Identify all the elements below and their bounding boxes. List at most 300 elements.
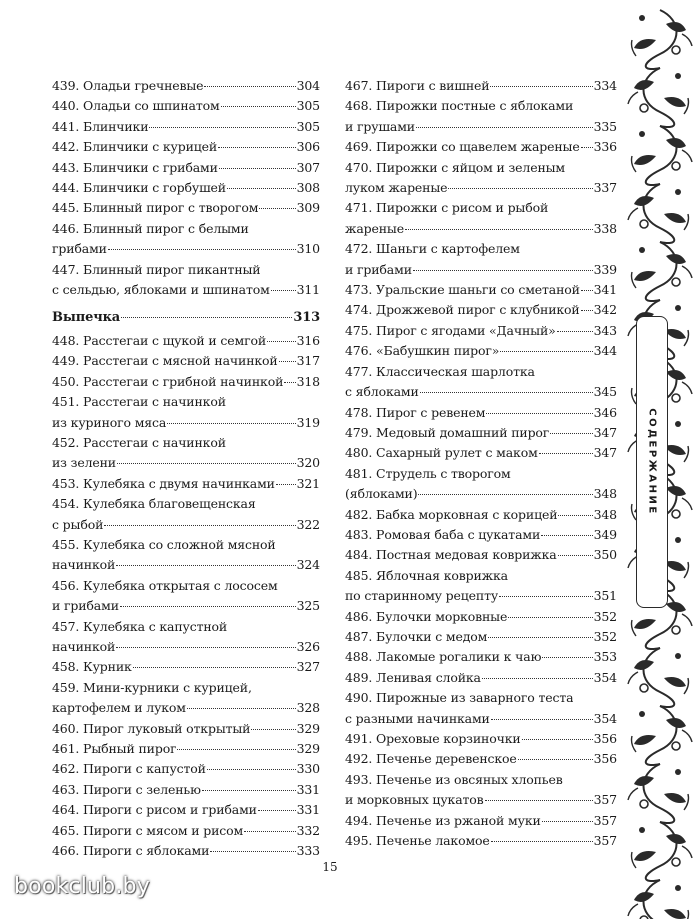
toc-entry-line	[345, 423, 617, 443]
toc-entry-line	[52, 76, 320, 96]
toc-entry-title: 493. Печенье из овсяных хлопьев	[345, 771, 563, 787]
toc-entry	[52, 178, 320, 198]
dot-leader	[448, 188, 592, 189]
toc-entry-line	[345, 198, 617, 218]
toc-entry-title: 453. Кулебяка с двумя начинками	[52, 475, 275, 491]
dot-leader	[259, 208, 295, 209]
toc-page-number: 343	[593, 322, 617, 338]
toc-page-number: 331	[296, 781, 320, 797]
dot-leader	[177, 749, 295, 750]
toc-entry-line	[345, 525, 617, 545]
toc-entry-title: 466. Пироги с яблоками	[52, 843, 210, 859]
dot-leader	[522, 739, 593, 740]
toc-entry-line	[52, 821, 320, 841]
toc-entry-title: начинкой	[52, 557, 116, 573]
toc-entry-line	[52, 260, 320, 280]
toc-entry	[345, 464, 617, 505]
dot-leader	[491, 719, 593, 720]
toc-entry-title: 489. Ленивая слойка	[345, 669, 481, 685]
toc-entry-line	[52, 494, 320, 514]
toc-entry	[52, 372, 320, 392]
dot-leader	[420, 392, 593, 393]
toc-entry-title: Выпечка	[52, 310, 121, 326]
toc-page-number: 316	[296, 332, 320, 348]
toc-entry-line	[345, 382, 617, 402]
toc-entry-title: 488. Лакомые рогалики к чаю	[345, 649, 542, 665]
dot-leader	[167, 423, 295, 424]
toc-page-number: 310	[296, 241, 320, 257]
toc-entry-title: 452. Расстегаи с начинкой	[52, 434, 226, 450]
toc-entry-title: из куриного мяса	[52, 414, 167, 430]
toc-entry-title: 474. Дрожжевой пирог с клубникой	[345, 302, 580, 318]
toc-entry-line	[345, 96, 617, 116]
toc-page-number: 324	[296, 557, 320, 573]
toc-page-number: 352	[593, 608, 617, 624]
toc-entry-title: 482. Бабка морковная с корицей	[345, 506, 558, 522]
toc-entry-line	[345, 566, 617, 586]
toc-entry-title: с рыбой	[52, 516, 104, 532]
toc-page-number: 356	[593, 731, 617, 746]
toc-entry-title: 444. Блинчики с горбушей	[52, 180, 226, 196]
toc-page-number: 322	[296, 516, 320, 532]
dot-leader	[210, 851, 295, 852]
toc-entry-line	[52, 555, 320, 575]
toc-page-number: 305	[296, 98, 320, 114]
toc-entry-title: 440. Оладьи со шпинатом	[52, 98, 220, 114]
toc-page-number: 327	[296, 659, 320, 675]
toc-entry-line	[345, 321, 617, 341]
toc-entry-title: и грибами	[345, 261, 412, 277]
dot-leader	[279, 361, 296, 362]
toc-entry	[345, 362, 617, 403]
toc-entry-title: 483. Ромовая баба с цукатами	[345, 526, 541, 542]
toc-page-number: 352	[593, 628, 617, 644]
dot-leader	[500, 351, 592, 352]
toc-page-number: 348	[593, 506, 617, 522]
toc-entry	[52, 719, 320, 739]
toc-entry-title: 443. Блинчики с грибами	[52, 159, 218, 175]
dot-leader	[581, 290, 593, 291]
toc-entry-line	[52, 780, 320, 800]
dot-leader	[120, 606, 296, 607]
dot-leader	[558, 555, 593, 556]
toc-entry-title: 455. Кулебяка со сложной мясной	[52, 536, 276, 552]
toc-entry-line	[345, 729, 617, 749]
toc-entry-title: 460. Пирог луковый открытый	[52, 720, 251, 736]
toc-entry-line	[52, 413, 320, 433]
toc-page-number: 354	[593, 669, 617, 685]
toc-entry-title: 478. Пирог с ревенем	[345, 404, 486, 420]
toc-entry-title: 491. Ореховые корзиночки	[345, 731, 521, 746]
toc-entry-title: 468. Пирожки постные с яблоками	[345, 98, 574, 114]
toc-entry-line	[345, 586, 617, 606]
toc-entry-title: с сельдью, яблоками и шпинатом	[52, 282, 270, 298]
toc-entry	[52, 617, 320, 658]
toc-entry-line	[52, 219, 320, 239]
toc-entry	[52, 821, 320, 841]
toc-entry	[52, 657, 320, 677]
toc-entry-title: жареные	[345, 220, 404, 236]
toc-entry-line	[52, 392, 320, 412]
toc-page-number: 336	[593, 139, 617, 155]
dot-leader	[227, 188, 296, 189]
toc-entry-title: картофелем и луком	[52, 700, 186, 716]
toc-entry-title: 449. Расстегаи с мясной начинкой	[52, 353, 278, 369]
toc-entry-title: 463. Пироги с зеленью	[52, 781, 201, 797]
toc-entry-title: 445. Блинный пирог с творогом	[52, 200, 259, 216]
toc-entry-line	[345, 76, 617, 96]
toc-entry-line	[52, 239, 320, 259]
toc-entry-title: с яблоками	[345, 384, 419, 400]
toc-entry-line	[52, 198, 320, 218]
toc-entry-title: 476. «Бабушкин пирог»	[345, 343, 500, 359]
toc-entry-line	[345, 749, 617, 769]
toc-entry-line	[52, 719, 320, 739]
dot-leader	[581, 147, 593, 148]
toc-entry-line	[52, 474, 320, 494]
contents-side-tab	[636, 316, 668, 608]
toc-page-number: 319	[296, 414, 320, 430]
toc-entry-title: 486. Булочки морковные	[345, 608, 508, 624]
toc-page-number: 337	[593, 180, 617, 196]
toc-entry-title: 447. Блинный пирог пикантный	[52, 261, 261, 277]
toc-entry-title: 464. Пироги с рисом и грибами	[52, 802, 257, 818]
toc-entry-line	[345, 117, 617, 137]
toc-entry	[345, 627, 617, 647]
toc-page-number: 335	[593, 118, 617, 134]
toc-entry	[345, 76, 617, 96]
toc-entry-title: 477. Классическая шарлотка	[345, 363, 535, 379]
toc-page-number: 357	[593, 833, 617, 849]
toc-entry-line	[52, 372, 320, 392]
dot-leader	[550, 433, 592, 434]
toc-entry	[52, 433, 320, 474]
dot-leader	[418, 494, 592, 495]
toc-page-number: 346	[593, 404, 617, 420]
toc-entry	[345, 137, 617, 157]
dot-leader	[276, 484, 296, 485]
toc-page-number: 309	[296, 200, 320, 216]
dot-leader	[539, 453, 593, 454]
toc-entry-title: и грушами	[345, 118, 415, 134]
toc-entry-title: луком жареные	[345, 180, 448, 196]
toc-page-number: 342	[593, 302, 617, 318]
toc-entry-line	[345, 403, 617, 423]
toc-page-number: 345	[593, 384, 617, 400]
toc-entry-line	[345, 219, 617, 239]
toc-entry-line	[345, 811, 617, 831]
toc-page-number: 350	[593, 547, 617, 563]
toc-entry-title: начинкой	[52, 638, 116, 654]
toc-page-number: 311	[296, 282, 320, 298]
toc-page-number: 357	[593, 812, 617, 828]
dot-leader	[117, 463, 296, 464]
toc-entry-line	[52, 137, 320, 157]
toc-entry-title: и морковных цукатов	[345, 792, 484, 808]
toc-entry	[345, 280, 617, 300]
toc-entry-line	[345, 607, 617, 627]
toc-entry-title: 450. Расстегаи с грибной начинкой	[52, 373, 284, 389]
toc-entry	[345, 158, 617, 199]
dot-leader	[133, 667, 296, 668]
toc-entry-title: 451. Расстегаи с начинкой	[52, 394, 226, 410]
dot-leader	[284, 382, 295, 383]
toc-entry-line	[345, 362, 617, 382]
toc-entry-line	[345, 647, 617, 667]
toc-page-number: 325	[296, 598, 320, 614]
dot-leader	[258, 810, 296, 811]
toc-entry-line	[345, 178, 617, 198]
dot-leader	[218, 147, 295, 148]
toc-entry-line	[345, 239, 617, 259]
toc-entry	[52, 841, 320, 861]
toc-entry	[345, 525, 617, 545]
toc-page-number: 313	[293, 310, 320, 326]
toc-entry	[345, 831, 617, 851]
toc-entry-title: грибами	[52, 241, 107, 257]
dot-leader	[542, 821, 593, 822]
dot-leader	[267, 341, 296, 342]
dot-leader	[485, 800, 593, 801]
toc-entry	[52, 474, 320, 494]
toc-entry-line	[52, 841, 320, 861]
toc-page-number: 304	[296, 78, 320, 93]
toc-entry	[52, 739, 320, 759]
toc-entry	[52, 576, 320, 617]
toc-entry	[52, 96, 320, 116]
toc-entry-line	[52, 515, 320, 535]
toc-entry-title: 494. Печенье из ржаной муки	[345, 812, 541, 828]
toc-entry	[345, 239, 617, 280]
toc-entry-title: из зелени	[52, 455, 116, 471]
toc-page-number: 329	[296, 720, 320, 736]
toc-entry-title: 479. Медовый домашний пирог	[345, 424, 550, 440]
toc-page-number: 349	[593, 526, 617, 542]
toc-section-heading	[52, 308, 320, 328]
toc-entry-title: 459. Мини-курники с курицей,	[52, 679, 252, 695]
toc-entry-line	[345, 668, 617, 688]
toc-entry-title: 495. Печенье лакомое	[345, 833, 490, 849]
toc-entry	[52, 392, 320, 433]
dot-leader	[499, 596, 593, 597]
dot-leader	[482, 678, 593, 679]
toc-entry-title: 442. Блинчики с курицей	[52, 139, 218, 155]
dot-leader	[204, 86, 295, 87]
toc-entry	[345, 443, 617, 463]
toc-entry	[345, 505, 617, 525]
dot-leader	[405, 229, 593, 230]
toc-entry-line	[345, 709, 617, 729]
toc-entry-title: 469. Пирожки со щавелем жареные	[345, 139, 580, 155]
dot-leader	[542, 657, 592, 658]
toc-entry-line	[52, 453, 320, 473]
toc-entry	[345, 566, 617, 607]
toc-page-number: 341	[593, 282, 617, 298]
toc-entry	[52, 494, 320, 535]
toc-page-number: 318	[296, 373, 320, 389]
dot-leader	[508, 617, 592, 618]
toc-entry-line	[345, 300, 617, 320]
toc-entry	[52, 198, 320, 218]
toc-entry-title: (яблоками)	[345, 486, 418, 502]
toc-entry-line	[52, 117, 320, 137]
toc-entry-line	[345, 627, 617, 647]
toc-entry	[345, 198, 617, 239]
dot-leader	[219, 168, 296, 169]
toc-entry	[345, 403, 617, 423]
toc-entry-title: 461. Рыбный пирог	[52, 741, 177, 756]
toc-entry	[52, 800, 320, 820]
toc-entry-title: 439. Оладьи гречневые	[52, 78, 204, 93]
dot-leader	[271, 290, 296, 291]
toc-page-number: 321	[296, 475, 320, 491]
toc-entry	[52, 780, 320, 800]
toc-entry	[52, 678, 320, 719]
contents-tab-label: СОДЕРЖАНИЕ	[646, 408, 658, 516]
toc-entry-line	[345, 790, 617, 810]
dot-leader	[104, 525, 295, 526]
toc-entry-title: 462. Пироги с капустой	[52, 761, 206, 777]
toc-entry-title: 480. Сахарный рулет с маком	[345, 445, 538, 461]
dot-leader	[244, 831, 296, 832]
toc-entry	[345, 749, 617, 769]
toc-page-number: 330	[296, 761, 320, 777]
toc-page-number: 354	[593, 710, 617, 726]
toc-entry-line	[345, 464, 617, 484]
toc-page-number: 308	[296, 180, 320, 196]
toc-entry	[345, 545, 617, 565]
toc-entry-line	[52, 678, 320, 698]
toc-entry	[345, 96, 617, 137]
toc-entry	[52, 158, 320, 178]
toc-entry-line	[345, 341, 617, 361]
dot-leader	[413, 270, 593, 271]
dot-leader	[187, 708, 296, 709]
toc-entry-title: 475. Пирог с ягодами «Дачный»	[345, 322, 556, 338]
dot-leader	[541, 535, 592, 536]
toc-entry-title: 467. Пироги с вишней	[345, 78, 490, 93]
toc-left-column	[52, 76, 320, 861]
toc-entry-title: 446. Блинный пирог с белыми	[52, 220, 249, 236]
toc-entry-line	[345, 484, 617, 504]
toc-entry	[345, 300, 617, 320]
toc-entry-line	[345, 831, 617, 851]
toc-entry-title: 472. Шаньги с картофелем	[345, 241, 520, 257]
toc-entry-line	[52, 576, 320, 596]
toc-entry-line	[345, 443, 617, 463]
toc-page-number: 353	[593, 649, 617, 665]
toc-entry	[52, 759, 320, 779]
toc-entry-title: 448. Расстегаи с щукой и семгой	[52, 332, 267, 348]
toc-entry	[52, 219, 320, 260]
toc-page-number: 328	[296, 700, 320, 716]
toc-entry-line	[52, 96, 320, 116]
toc-page-number: 332	[296, 822, 320, 838]
toc-entry	[345, 321, 617, 341]
toc-entry-title: и грибами	[52, 598, 119, 614]
toc-entry-title: 457. Кулебяка с капустной	[52, 618, 228, 634]
toc-entry-title: 470. Пирожки с яйцом и зеленым	[345, 159, 565, 175]
dot-leader	[116, 647, 295, 648]
toc-entry	[345, 607, 617, 627]
toc-entry-title: 492. Печенье деревенское	[345, 751, 517, 767]
toc-page-number: 333	[296, 843, 320, 859]
toc-entry-line	[52, 433, 320, 453]
toc-page-number: 329	[296, 741, 320, 756]
toc-page-number: 347	[593, 445, 617, 461]
toc-entry-line	[52, 637, 320, 657]
dot-leader	[518, 759, 593, 760]
toc-entry-title: 458. Курник	[52, 659, 132, 675]
toc-page-number: 331	[296, 802, 320, 818]
toc-entry	[345, 688, 617, 729]
toc-entry	[52, 351, 320, 371]
toc-entry-line	[52, 351, 320, 371]
dot-leader	[490, 86, 592, 87]
toc-entry-line	[52, 657, 320, 677]
toc-entry-title: 484. Постная медовая коврижка	[345, 547, 557, 563]
toc-entry-title: 471. Пирожки с рисом и рыбой	[345, 200, 549, 216]
toc-entry-title: 485. Яблочная коврижка	[345, 567, 508, 583]
toc-page-number: 320	[296, 455, 320, 471]
toc-entry	[52, 535, 320, 576]
dot-leader	[491, 841, 593, 842]
toc-entry-line	[345, 137, 617, 157]
toc-entry	[52, 331, 320, 351]
toc-entry-line	[52, 178, 320, 198]
toc-entry	[345, 647, 617, 667]
dot-leader	[202, 790, 296, 791]
toc-entry-title: 465. Пироги с мясом и рисом	[52, 822, 244, 838]
toc-entry-title: 473. Уральские шаньги со сметаной	[345, 282, 580, 298]
toc-entry-line	[52, 698, 320, 718]
toc-entry	[52, 76, 320, 96]
toc-entry-title: 481. Струдель с творогом	[345, 465, 511, 481]
dot-leader	[558, 515, 592, 516]
watermark: bookclub.by	[14, 874, 150, 899]
toc-page-number: 357	[593, 792, 617, 808]
toc-page-number: 326	[296, 638, 320, 654]
toc-page-number: 356	[593, 751, 617, 767]
dot-leader	[116, 565, 295, 566]
toc-page-number: 344	[593, 343, 617, 359]
toc-entry-line	[345, 158, 617, 178]
toc-entry-title: 490. Пирожные из заварного теста	[345, 690, 574, 706]
toc-entry-line	[52, 308, 320, 328]
toc-entry-title: с разными начинками	[345, 710, 490, 726]
dot-leader	[121, 317, 292, 318]
toc-page-number: 306	[296, 139, 320, 155]
toc-page-number: 305	[296, 118, 320, 134]
dot-leader	[221, 106, 296, 107]
toc-entry-line	[52, 739, 320, 759]
toc-entry-line	[345, 545, 617, 565]
page-number: 15	[322, 860, 338, 874]
dot-leader	[207, 769, 296, 770]
toc-entry-line	[52, 280, 320, 300]
toc-entry-line	[52, 596, 320, 616]
dot-leader	[488, 637, 592, 638]
toc-entry-line	[345, 505, 617, 525]
toc-entry-line	[52, 800, 320, 820]
toc-entry-line	[345, 770, 617, 790]
toc-page-number: 351	[593, 588, 617, 604]
dot-leader	[581, 310, 593, 311]
toc-page-number: 348	[593, 486, 617, 502]
toc-entry-title: 454. Кулебяка благовещенская	[52, 496, 256, 512]
toc-page-number: 338	[593, 220, 617, 236]
toc-page-number: 317	[296, 353, 320, 369]
